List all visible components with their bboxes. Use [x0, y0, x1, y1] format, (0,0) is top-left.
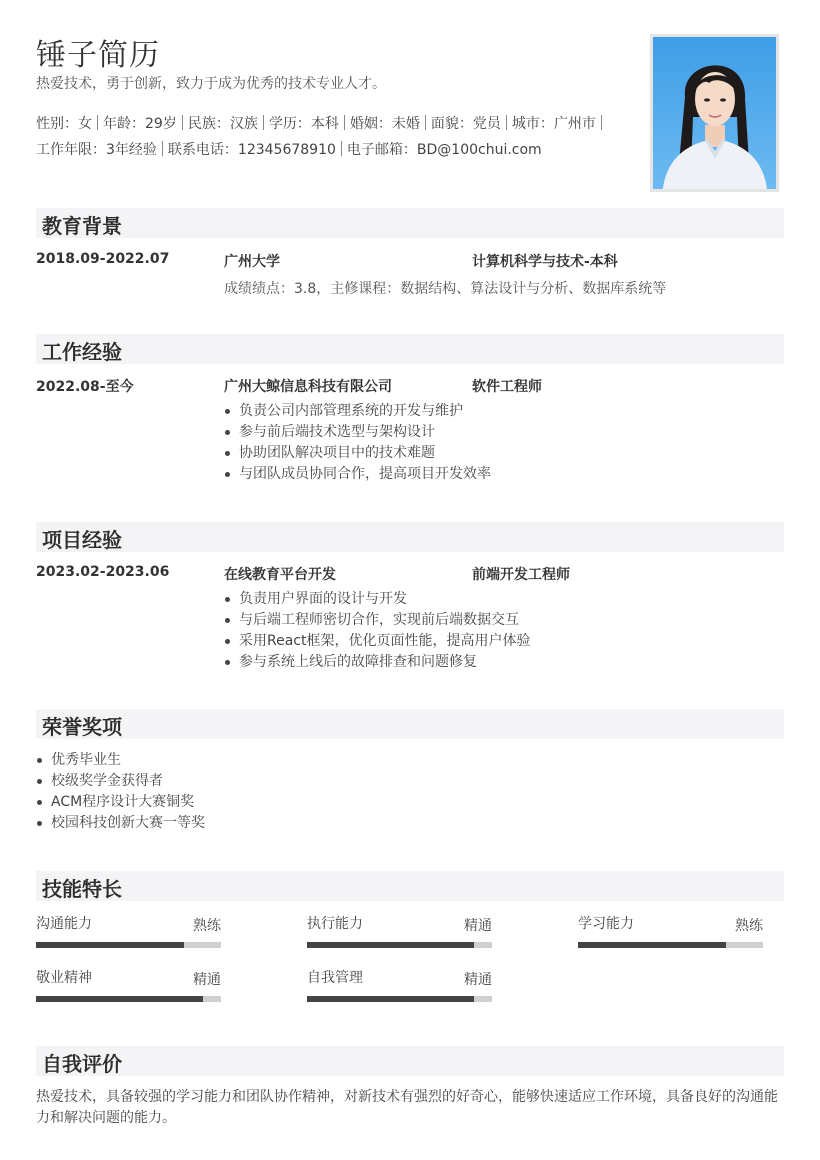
info-work-years: 工作年限：3年经验: [36, 142, 157, 158]
section-title: 项目经验: [42, 528, 122, 552]
skill-name: 学习能力: [578, 916, 634, 932]
skill-item: [578, 913, 763, 953]
project-period: 2023.02-2023.06: [36, 564, 170, 580]
list-item: 校级奖学金获得者: [36, 771, 205, 792]
skill-bar: [36, 996, 221, 1002]
section-header-honors: [36, 709, 784, 739]
info-separator: [341, 141, 342, 156]
skill-level: 熟练: [193, 918, 221, 934]
info-separator: [425, 115, 426, 130]
avatar: [653, 37, 776, 189]
list-item: 优秀毕业生: [36, 750, 205, 771]
list-item: 协助团队解决项目中的技术难题: [224, 443, 491, 464]
project-duties-list: [224, 589, 530, 673]
info-gender: 性别：女: [36, 116, 92, 132]
info-age: 年龄：29岁: [103, 116, 177, 132]
project-name: 在线教育平台开发: [224, 567, 336, 583]
work-position: 软件工程师: [472, 379, 542, 395]
section-header-skills: [36, 871, 784, 901]
work-period: 2022.08-至今: [36, 379, 134, 395]
skill-name: 执行能力: [307, 916, 363, 932]
education-detail: 成绩绩点：3.8，主修课程：数据结构、算法设计与分析、数据库系统等: [224, 281, 667, 297]
skill-level: 熟练: [735, 918, 763, 934]
list-item: 与后端工程师密切合作，实现前后端数据交互: [224, 610, 530, 631]
resume-slogan: 热爱技术，勇于创新，致力于成为优秀的技术专业人才。: [36, 76, 386, 92]
section-title: 技能特长: [42, 877, 122, 901]
work-duties-list: [224, 401, 491, 485]
profile-photo: [650, 34, 779, 192]
skill-name: 自我管理: [307, 970, 363, 986]
info-education: 学历：本科: [268, 116, 339, 132]
personal-info-line-2: [36, 139, 542, 159]
education-major: 计算机科学与技术-本科: [472, 254, 618, 270]
skill-bar: [36, 942, 221, 948]
info-marital: 婚姻：未婚: [349, 116, 420, 132]
skill-bar-fill: [36, 996, 203, 1002]
skill-level: 精通: [193, 972, 221, 988]
personal-info-line-1: [36, 113, 607, 133]
skill-item: [36, 967, 221, 1007]
project-role: 前端开发工程师: [472, 567, 570, 583]
skill-item: [36, 913, 221, 953]
list-item: 参与系统上线后的故障排查和问题修复: [224, 652, 530, 673]
info-political: 面貌：党员: [430, 116, 501, 132]
info-separator: [182, 115, 183, 130]
section-title: 工作经验: [42, 340, 122, 364]
section-header-work: [36, 334, 784, 364]
skill-name: 沟通能力: [36, 916, 92, 932]
section-header-self-evaluation: [36, 1046, 784, 1076]
list-item: 与团队成员协同合作，提高项目开发效率: [224, 464, 491, 485]
skill-bar: [307, 942, 492, 948]
info-city: 城市：广州市: [511, 116, 596, 132]
education-period: 2018.09-2022.07: [36, 251, 170, 267]
skill-bar-fill: [36, 942, 184, 948]
info-separator: [344, 115, 345, 130]
info-separator: [162, 141, 163, 156]
work-company: 广州大鲸信息科技有限公司: [224, 379, 392, 395]
skill-name: 敬业精神: [36, 970, 92, 986]
section-title: 自我评价: [42, 1052, 122, 1076]
info-email: 电子邮箱：BD@100chui.com: [346, 142, 542, 158]
section-header-education: [36, 208, 784, 238]
list-item: 采用React框架，优化页面性能，提高用户体验: [224, 631, 530, 652]
skill-item: [307, 913, 492, 953]
info-phone: 联系电话：12345678910: [167, 142, 336, 158]
skill-bar: [307, 996, 492, 1002]
section-header-project: [36, 522, 784, 552]
skill-bar-fill: [307, 942, 474, 948]
skill-bar-fill: [307, 996, 474, 1002]
resume-name: 锤子简历: [36, 38, 160, 73]
skill-bar-fill: [578, 942, 726, 948]
section-title: 教育背景: [42, 214, 122, 238]
list-item: 负责公司内部管理系统的开发与维护: [224, 401, 491, 422]
self-evaluation-text: 热爱技术，具备较强的学习能力和团队协作精神，对新技术有强烈的好奇心，能够快速适应工作环境，具备良好的沟通能力和解决问题的能力。: [36, 1089, 778, 1126]
list-item: 负责用户界面的设计与开发: [224, 589, 530, 610]
honors-list: [36, 750, 205, 834]
education-school: 广州大学: [224, 254, 280, 270]
info-separator: [506, 115, 507, 130]
list-item: 参与前后端技术选型与架构设计: [224, 422, 491, 443]
info-separator: [263, 115, 264, 130]
skill-level: 精通: [464, 972, 492, 988]
info-separator: [601, 115, 602, 130]
skill-bar: [578, 942, 763, 948]
skill-level: 精通: [464, 918, 492, 934]
list-item: 校园科技创新大赛一等奖: [36, 813, 205, 834]
info-ethnicity: 民族：汉族: [187, 116, 258, 132]
list-item: ACM程序设计大赛铜奖: [36, 792, 205, 813]
skill-item: [307, 967, 492, 1007]
info-separator: [97, 115, 98, 130]
section-title: 荣誉奖项: [42, 715, 122, 739]
